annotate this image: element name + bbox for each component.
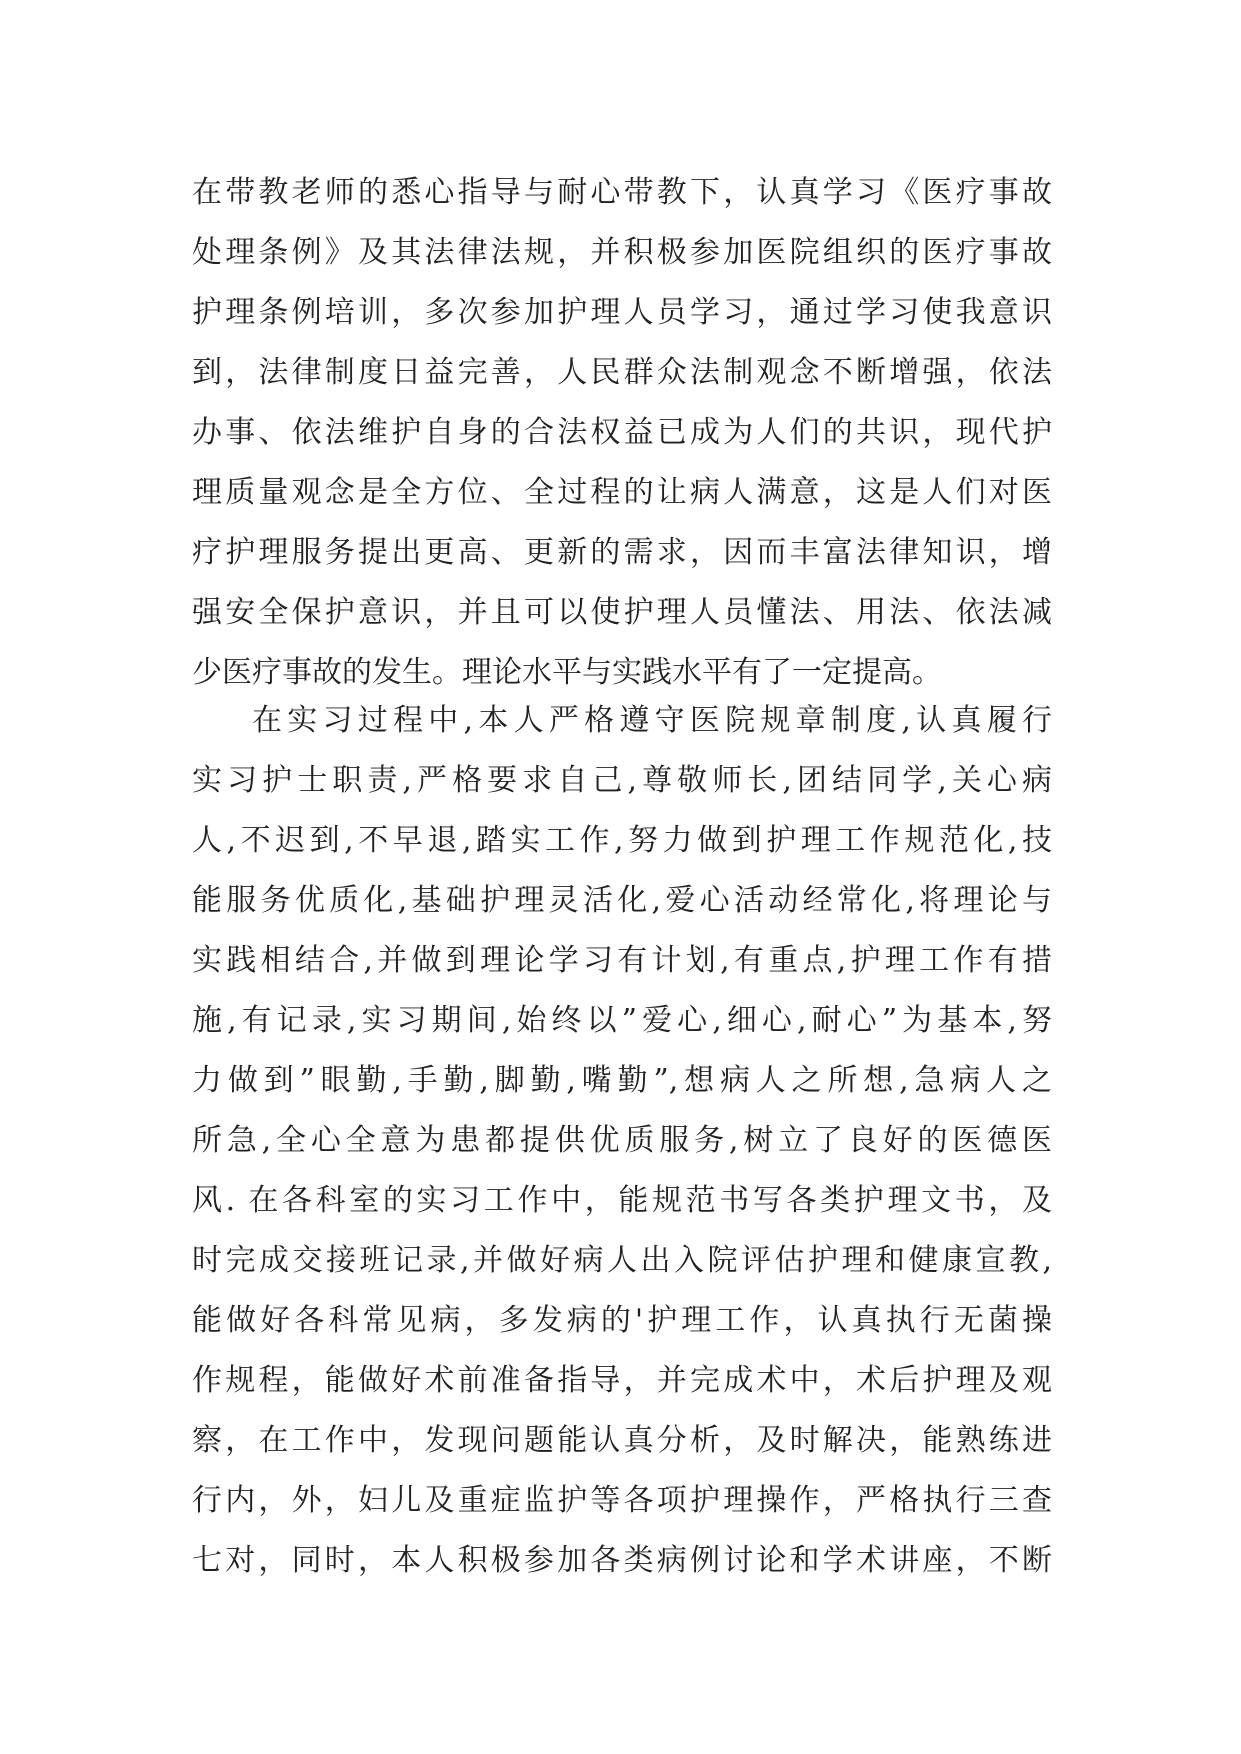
text-line: 时完成交接班记录,并做好病人出入院评估护理和健康宣教, bbox=[192, 1243, 1052, 1278]
text-line: 七对，同时，本人积极参加各类病例讨论和学术讲座，不断 bbox=[192, 1543, 1052, 1578]
text-line: 强安全保护意识，并且可以使护理人员懂法、用法、依法减 bbox=[192, 595, 1052, 630]
text-line: 所急,全心全意为患都提供优质服务,树立了良好的医德医 bbox=[192, 1123, 1052, 1158]
text-line: 疗护理服务提出更高、更新的需求，因而丰富法律知识，增 bbox=[192, 535, 1052, 570]
text-line: 在实习过程中,本人严格遵守医院规章制度,认真履行 bbox=[252, 703, 1052, 738]
text-line: 少医疗事故的发生。理论水平与实践水平有了一定提高。 bbox=[192, 655, 942, 690]
text-line: 察，在工作中，发现问题能认真分析，及时解决，能熟练进 bbox=[192, 1423, 1052, 1458]
paragraph-2 bbox=[192, 691, 1052, 1591]
text-line: 施,有记录,实习期间,始终以”爱心,细心,耐心”为基本,努 bbox=[192, 1003, 1052, 1038]
text-line: 理质量观念是全方位、全过程的让病人满意，这是人们对医 bbox=[192, 475, 1052, 510]
text-line: 风. 在各科室的实习工作中，能规范书写各类护理文书，及 bbox=[192, 1183, 1052, 1218]
text-line: 在带教老师的悉心指导与耐心带教下，认真学习《医疗事故 bbox=[192, 175, 1052, 210]
text-line: 人,不迟到,不早退,踏实工作,努力做到护理工作规范化,技 bbox=[192, 823, 1052, 858]
text-line: 作规程，能做好术前准备指导，并完成术中，术后护理及观 bbox=[192, 1363, 1052, 1398]
text-line: 实习护士职责,严格要求自己,尊敬师长,团结同学,关心病 bbox=[192, 763, 1052, 798]
text-line: 处理条例》及其法律法规，并积极参加医院组织的医疗事故 bbox=[192, 235, 1052, 270]
text-line: 办事、依法维护自身的合法权益已成为人们的共识，现代护 bbox=[192, 415, 1052, 450]
text-line: 能服务优质化,基础护理灵活化,爱心活动经常化,将理论与 bbox=[192, 883, 1052, 918]
text-line: 实践相结合,并做到理论学习有计划,有重点,护理工作有措 bbox=[192, 943, 1052, 978]
text-line: 行内，外，妇儿及重症监护等各项护理操作，严格执行三查 bbox=[192, 1483, 1052, 1518]
text-line: 力做到”眼勤,手勤,脚勤,嘴勤”,想病人之所想,急病人之 bbox=[192, 1063, 1052, 1098]
paragraph-1 bbox=[192, 163, 1052, 703]
text-line: 到，法律制度日益完善，人民群众法制观念不断增强，依法 bbox=[192, 355, 1052, 390]
text-line: 能做好各科常见病，多发病的'护理工作，认真执行无菌操 bbox=[192, 1303, 1052, 1338]
text-line: 护理条例培训，多次参加护理人员学习，通过学习使我意识 bbox=[192, 295, 1052, 330]
